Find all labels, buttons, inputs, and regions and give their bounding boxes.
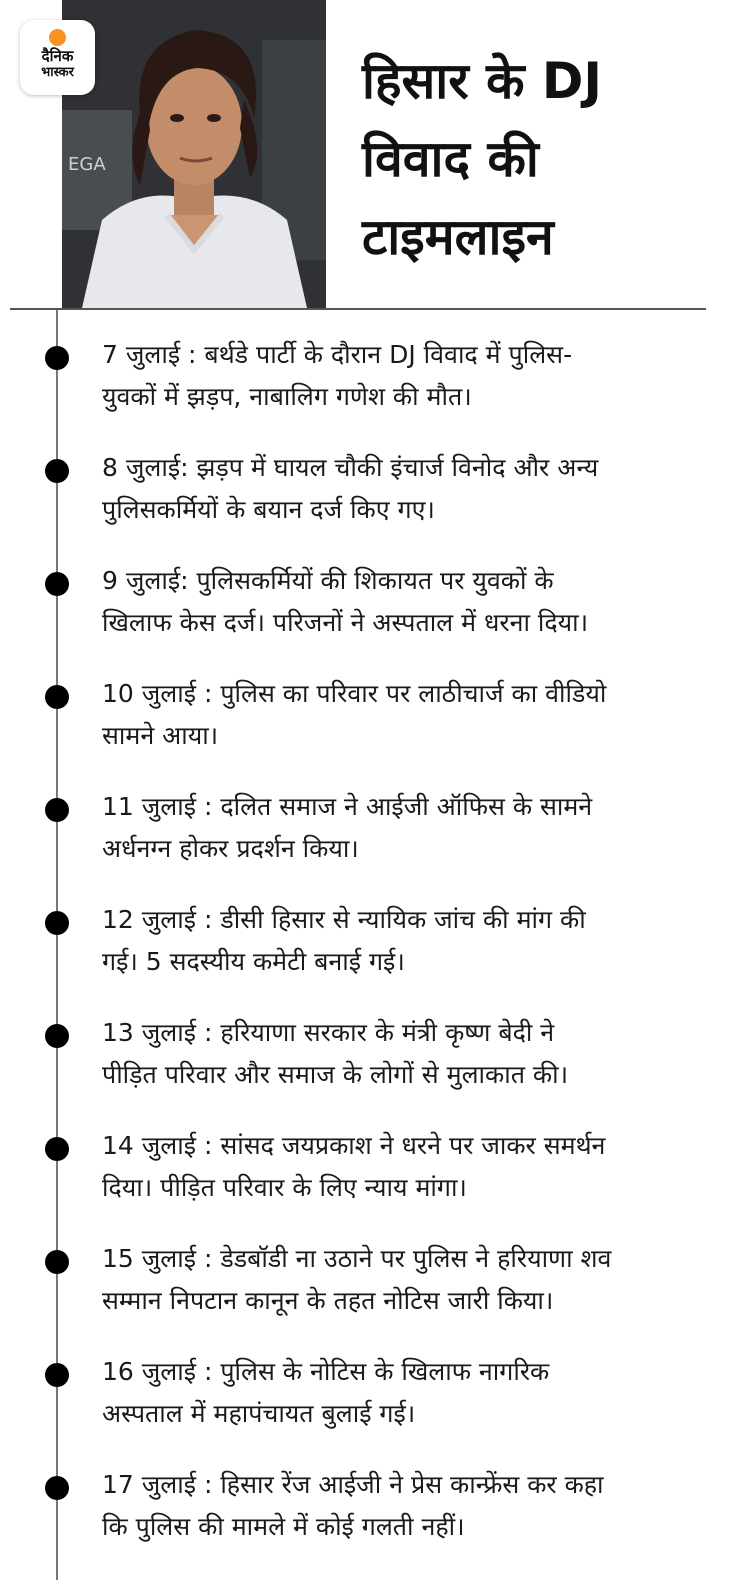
timeline-dot [45, 459, 69, 483]
timeline-line1: 16 जुलाई : पुलिस के नोटिस के खिलाफ नागरिक [102, 1357, 550, 1386]
title-line1: हिसार के DJ [362, 52, 603, 110]
timeline-dot [45, 911, 69, 935]
timeline-text [102, 673, 716, 757]
timeline-text [102, 447, 716, 531]
timeline-axis [56, 310, 58, 1580]
title-line3: टाइमलाइन [362, 208, 554, 266]
timeline-dot [45, 1250, 69, 1274]
timeline-text [102, 334, 716, 418]
timeline-dot [45, 1363, 69, 1387]
timeline-line1: 17 जुलाई : हिसार रेंज आईजी ने प्रेस कान्फ्रेंस कर कहा [102, 1470, 604, 1499]
page-title [362, 42, 712, 276]
timeline-text [102, 1012, 716, 1096]
portrait-illustration [62, 0, 326, 308]
timeline-line1: 9 जुलाई: पुलिसकर्मियों की शिकायत पर युवकों के [102, 566, 554, 595]
timeline-line1: 11 जुलाई : दलित समाज ने आईजी ऑफिस के सामने [102, 792, 593, 821]
timeline-dot [45, 1024, 69, 1048]
timeline-dot [45, 1476, 69, 1500]
timeline-dot [45, 1137, 69, 1161]
dainik-bhaskar-logo [20, 20, 95, 95]
timeline-text [102, 1464, 716, 1548]
timeline-dot [45, 346, 69, 370]
timeline-line2: सम्मान निपटान कानून के तहत नोटिस जारी किया। [102, 1286, 554, 1315]
timeline-line1: 15 जुलाई : डेडबॉडी ना उठाने पर पुलिस ने हरियाणा शव [102, 1244, 612, 1273]
timeline-dot [45, 572, 69, 596]
timeline-text [102, 786, 716, 870]
timeline-line2: अस्पताल में महापंचायत बुलाई गई। [102, 1399, 416, 1428]
timeline-dot [45, 685, 69, 709]
timeline-line1: 8 जुलाई: झड़प में घायल चौकी इंचार्ज विनोद और अन्य [102, 453, 599, 482]
logo-line2: भास्कर [41, 65, 74, 80]
timeline-text [102, 1351, 716, 1435]
timeline-line2: सामने आया। [102, 721, 219, 750]
timeline-line2: दिया। पीड़ित परिवार के लिए न्याय मांगा। [102, 1173, 467, 1202]
timeline-text [102, 899, 716, 983]
sign-text: EGA [68, 154, 106, 175]
victim-photo [62, 0, 326, 308]
title-line2: विवाद की [362, 130, 539, 188]
sun-logo-icon [49, 29, 66, 46]
timeline-line2: पुलिसकर्मियों के बयान दर्ज किए गए। [102, 495, 435, 524]
timeline-line1: 12 जुलाई : डीसी हिसार से न्यायिक जांच की मांग की [102, 905, 586, 934]
timeline-text [102, 1125, 716, 1209]
timeline-line1: 7 जुलाई : बर्थडे पार्टी के दौरान DJ विवाद में पुलिस- [102, 340, 573, 369]
timeline-dot [45, 798, 69, 822]
timeline-text [102, 1238, 716, 1322]
timeline-line1: 10 जुलाई : पुलिस का परिवार पर लाठीचार्ज का वीडियो [102, 679, 607, 708]
timeline-line2: खिलाफ केस दर्ज। परिजनों ने अस्पताल में धरना दिया। [102, 608, 589, 637]
timeline-line1: 13 जुलाई : हरियाणा सरकार के मंत्री कृष्ण बेदी ने [102, 1018, 555, 1047]
timeline-line2: गई। 5 सदस्यीय कमेटी बनाई गई। [102, 947, 405, 976]
timeline-line1: 14 जुलाई : सांसद जयप्रकाश ने धरने पर जाकर समर्थन [102, 1131, 606, 1160]
timeline-line2: अर्धनग्न होकर प्रदर्शन किया। [102, 834, 359, 863]
header-divider [10, 308, 706, 310]
logo-line1: दैनिक [41, 47, 74, 65]
timeline-line2: पीड़ित परिवार और समाज के लोगों से मुलाकात की। [102, 1060, 569, 1089]
timeline-line2: युवकों में झड़प, नाबालिग गणेश की मौत। [102, 382, 472, 411]
timeline-text [102, 560, 716, 644]
timeline-line2: कि पुलिस की मामले में कोई गलती नहीं। [102, 1512, 465, 1541]
